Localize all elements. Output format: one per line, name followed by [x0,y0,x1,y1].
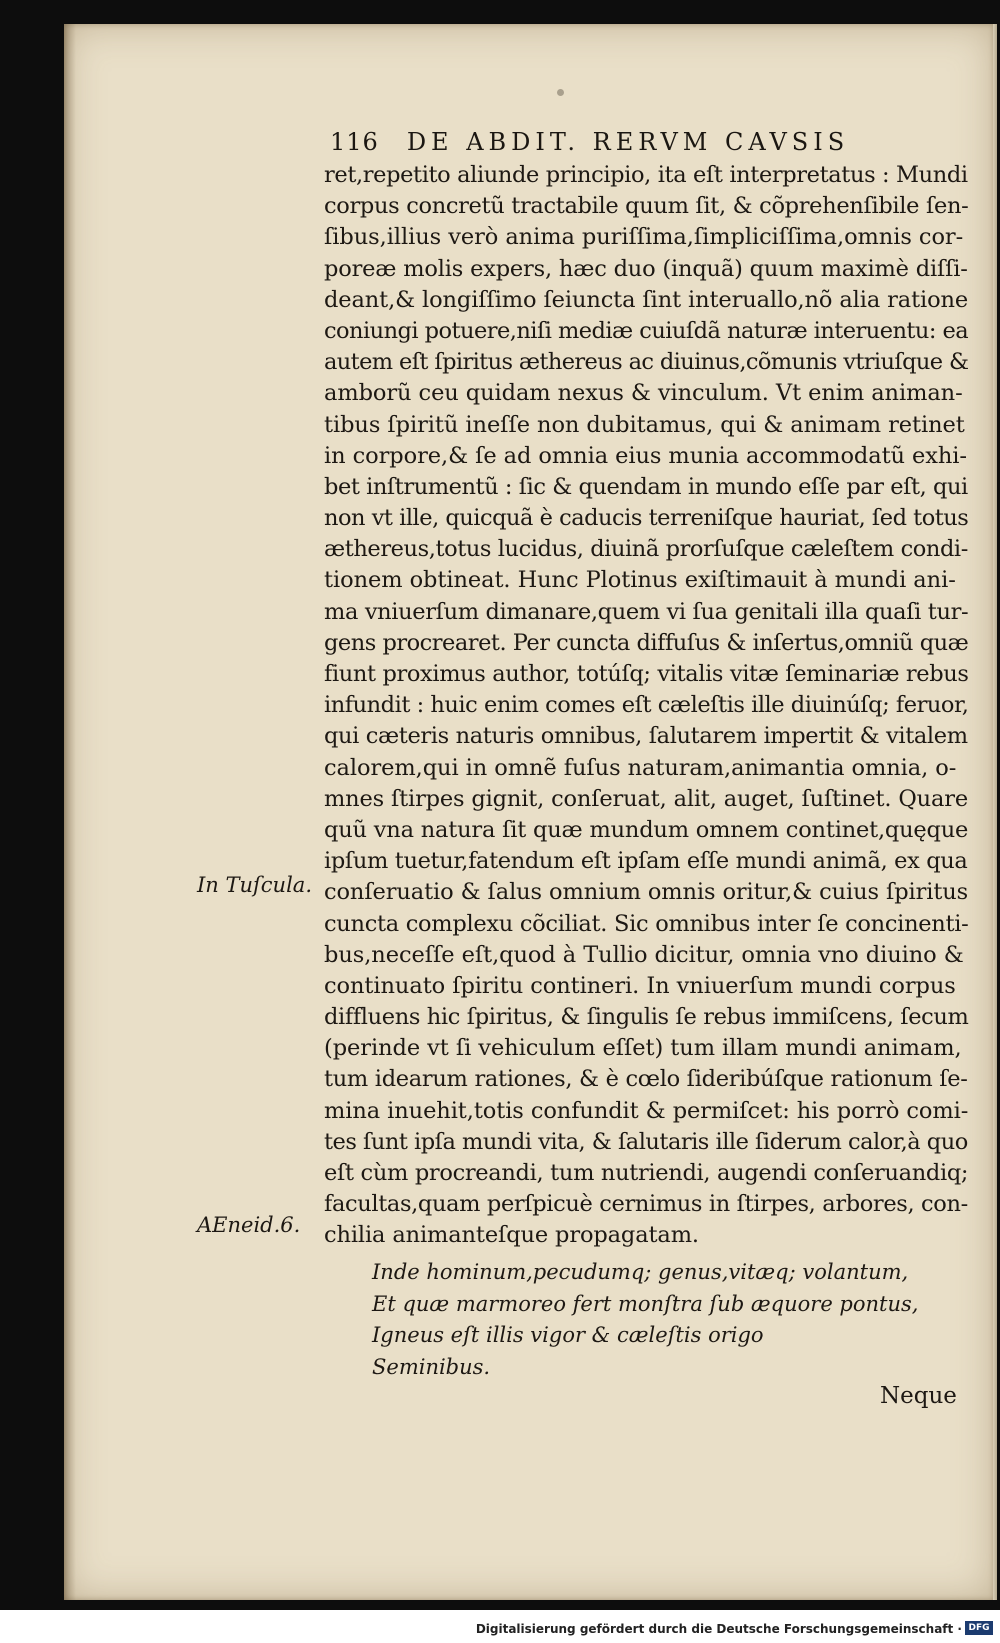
marginal-note-aeneid: AEneid.6. [197,1213,301,1237]
page-number: 116 [330,128,379,156]
text-line: (perinde vt ſi vehiculum eſſet) tum illam mundi animam, [324,1035,962,1062]
text-line: facultas,quam perſpicuè cernimus in ſtirpes, arbores, con- [324,1191,968,1218]
running-title: DE ABDIT. RERVM CAVSIS [406,128,850,156]
text-line: bus,neceſſe eſt,quod à Tullio dicitur, omnia vno diuino & [324,941,964,968]
text-line: fiunt proximus author, totúſq; vitalis vitæ ſeminariæ rebus [324,661,969,687]
text-line: bet inſtrumentũ : ſic & quendam in mundo eſſe par eſt, qui [324,473,968,500]
verse-line: Inde hominum,pecudumq; genus,vitæq; volantum, [372,1260,909,1284]
text-line: conſeruatio & ſalus omnium omnis oritur,& cuius ſpiritus [324,879,969,906]
text-line: continuato ſpiritu contineri. In vniuerſum mundi corpus [324,972,956,999]
catchword: Neque [880,1383,957,1409]
marginal-note-tusculan: In Tuſcula. [197,873,312,897]
running-head [330,128,860,156]
page-edge [993,24,997,1600]
verse-line: Seminibus. [372,1354,491,1379]
text-line: ſibus,illius verò anima puriſſima,ſimpliciſſima,omnis cor- [324,224,964,251]
text-line: non vt ille, quicquã è caducis terreniſque hauriat, ſed totus [324,505,969,532]
text-line: chilia animanteſque propagatam. [324,1222,699,1249]
text-line: corpus concretũ tractabile quum ſit, & cõprehenſibile ſen- [324,193,969,220]
text-line: ipſum tuetur,fatendum eſt ipſam eſſe mundi animã, ex qua [324,848,968,875]
text-line: ma vniuerſum dimanare,quem vi ſua genitali illa quaſi tur- [324,598,969,625]
paper-blemish [557,89,564,96]
text-line: diffluens hic ſpiritus, & ſingulis ſe rebus immiſcens, ſecum [324,1004,969,1031]
text-line: amborũ ceu quidam nexus & vinculum. Vt enim animan- [324,380,963,407]
text-line: in corpore,& ſe ad omnia eius munia accommodatũ exhi- [324,442,967,469]
text-line: tionem obtineat. Hunc Plotinus exiſtimauit à mundi ani- [324,567,956,594]
text-line: poreæ molis expers, hæc duo (inquã) quum maximè diſſi- [324,255,968,282]
text-line: eſt cùm procreandi, tum nutriendi, augendi conſeruandiq; [324,1160,969,1186]
text-line: tum idearum rationes, & è cœlo ſideribúſque rationum ſe- [324,1066,968,1093]
spine-shadow [64,24,76,1600]
text-line: calorem,qui in omnẽ fuſus naturam,animantia omnia, o- [324,754,957,781]
verse-line: Et quæ marmoreo fert monſtra ſub æquore pontus, [372,1291,919,1316]
text-line: infundit : huic enim comes eſt cæleſtis ille diuinúſq; feruor, [324,692,969,719]
text-line: ret,repetito aliunde principio, ita eſt interpretatus : Mundi [324,162,968,188]
text-line: æthereus,totus lucidus, diuinã prorſuſque cæleſtem condi- [324,536,968,563]
text-line: tibus ſpiritũ ineſſe non dubitamus, qui & animam retinet [324,411,965,438]
text-line: cuncta complexu cõciliat. Sic omnibus inter ſe concinenti- [324,910,969,937]
footer-credit: Digitalisierung gefördert durch die Deutsche Forschungsgemeinschaft · [475,1622,962,1636]
body-text [324,160,972,1252]
verse-quotation [372,1257,932,1383]
text-line: coniungi potuere,niſi mediæ cuiuſdã naturæ interuentu: ea [324,317,969,344]
text-line: qui cæteris naturis omnibus, ſalutarem impertit & vitalem [324,723,968,750]
text-line: mina inuehit,totis confundit & permiſcet: his porrò comi- [324,1097,969,1124]
verse-line: Igneus eſt illis vigor & cæleſtis origo [372,1323,764,1347]
dfg-logo: DFG [965,1621,993,1635]
text-line: deant,& longiſſimo ſeiuncta ſint interuallo,nõ alia ratione [324,286,969,313]
text-line: mnes ſtirpes gignit, conſeruat, alit, auget, ſuſtinet. Quare [324,785,968,812]
text-line: quũ vna natura ſit quæ mundum omnem continet,quęque [324,816,969,843]
text-line: autem eſt ſpiritus æthereus ac diuinus,cõmunis vtriuſque & [324,349,969,376]
text-line: tes ſunt ipſa mundi vita, & ſalutaris ille ſiderum calor,à quo [324,1128,968,1155]
text-line: gens procrearet. Per cuncta diffuſus & inſertus,omniũ quæ [324,629,969,656]
